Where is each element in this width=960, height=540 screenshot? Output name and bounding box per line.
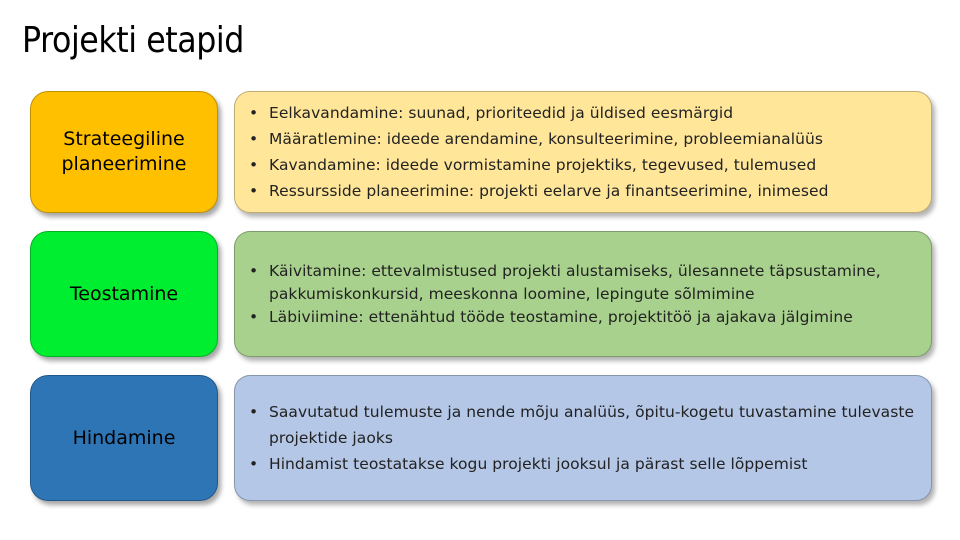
list-item: • Kavandamine: ideede vormistamine projektiks, tegevused, tulemused <box>249 156 817 174</box>
stage-description-strategic-planning <box>234 91 932 213</box>
stage-description-execution <box>234 231 932 357</box>
list-item: • Määratlemine: ideede arendamine, konsulteerimine, probleemianalüüs <box>249 130 823 148</box>
stage-label: Strateegiline planeerimine <box>61 128 187 175</box>
stage-description-evaluation <box>234 375 932 501</box>
stage-label: Hindamine <box>72 426 176 449</box>
list-item: • Eelkavandamine: suunad, prioriteedid ja üldised eesmärgid <box>249 104 734 122</box>
stage-box-strategic-planning <box>30 91 218 213</box>
list-item: • Käivitamine: ettevalmistused projekti alustamiseks, ülesannete täpsustamine, pakkumiskonkursid, meeskonna loomine, lepingute sõlmimine <box>249 261 881 303</box>
page-title: Projekti etapid <box>22 20 244 61</box>
list-item: • Ressursside planeerimine: projekti eelarve ja finantseerimine, inimesed <box>249 182 829 200</box>
list-item: • Saavutatud tulemuste ja nende mõju analüüs, õpitu-kogetu tuvastamine tulevaste projektide jaoks <box>249 403 915 447</box>
list-item: • Läbiviimine: ettenähtud tööde teostamine, projektitöö ja ajakava jälgimine <box>249 307 853 326</box>
stage-box-evaluation <box>30 375 218 501</box>
list-item: • Hindamist teostatakse kogu projekti jooksul ja pärast selle lõppemist <box>249 455 808 473</box>
stage-label: Teostamine <box>69 282 179 305</box>
stage-box-execution <box>30 231 218 357</box>
